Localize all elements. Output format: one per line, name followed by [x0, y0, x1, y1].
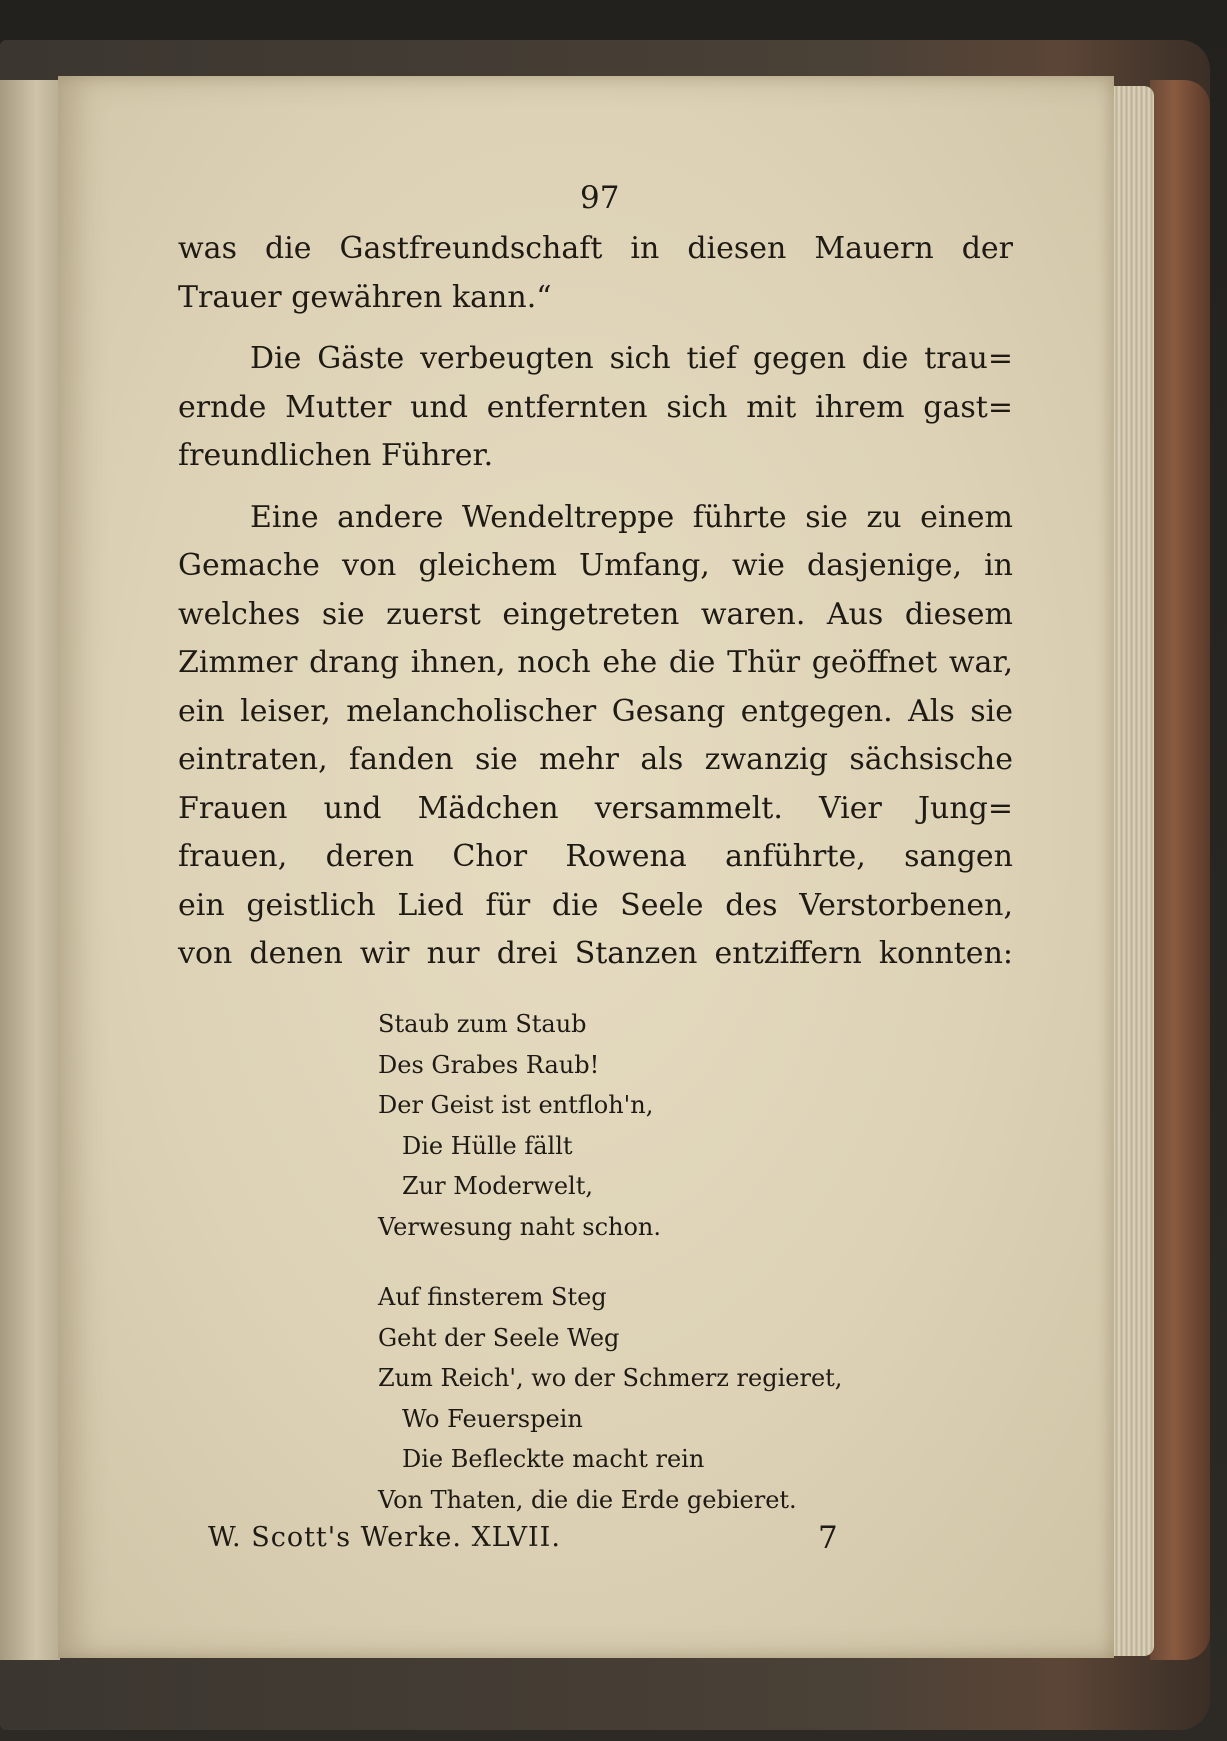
prose-line: was die Gastfreundschaft in diesen Mauern der [178, 231, 1013, 266]
prose-line: Die Gäste verbeugten sich tief gegen die trau= [250, 341, 1013, 376]
verse-line: Die Befleckte macht rein [402, 1445, 705, 1473]
prose-line: Zimmer drang ihnen, noch ehe die Thür geöffnet war, [178, 645, 1013, 680]
verse-line: Staub zum Staub [378, 1010, 587, 1038]
prose-line: welches sie zuerst eingetreten waren. Aus diesem [178, 596, 1013, 632]
verse-line: Die Hülle fällt [402, 1131, 573, 1160]
page-block-edges [1108, 86, 1154, 1656]
verse-line: Der Geist ist entfloh'n, [378, 1091, 654, 1119]
prose-line: ernde Mutter und entfernten sich mit ihrem gast= [178, 389, 1013, 425]
prose-line: Trauer gewähren kann.“ [178, 279, 552, 315]
prose-line: Gemache von gleichem Umfang, wie dasjenige, in [178, 548, 1013, 583]
facing-page-edge [0, 80, 60, 1660]
verse-block [378, 1004, 842, 1520]
prose-line: ein leiser, melancholischer Gesang entgegen. Als sie [178, 693, 1013, 729]
prose-body [178, 225, 1013, 979]
prose-line: Eine andere Wendeltreppe führte sie zu einem [250, 499, 1013, 535]
verse-line: Auf finsterem Steg [378, 1283, 607, 1311]
page-number: 97 [580, 180, 620, 216]
verse-line: Verwesung naht schon. [378, 1212, 662, 1241]
prose-line: eintraten, fanden sie mehr als zwanzig sächsische [178, 742, 1013, 777]
verse-line: Zum Reich', wo der Schmerz regieret, [378, 1364, 843, 1392]
prose-line: ein geistlich Lied für die Seele des Verstorbenen, [178, 887, 1013, 923]
book-spine [1150, 80, 1210, 1660]
verse-line: Geht der Seele Weg [378, 1323, 620, 1352]
verse-line: Zur Moderwelt, [402, 1172, 593, 1200]
verse-line: Von Thaten, die die Erde gebieret. [378, 1485, 797, 1514]
prose-line: frauen, deren Chor Rowena anführte, sangen [178, 839, 1013, 874]
printer-signature: W. Scott's Werke. XLVII. [208, 1522, 561, 1553]
prose-line: Frauen und Mädchen versammelt. Vier Jung= [178, 790, 1013, 826]
sheet-mark: 7 [818, 1520, 838, 1556]
verse-line: Wo Feuerspein [402, 1404, 583, 1433]
prose-line: freundlichen Führer. [178, 438, 494, 473]
prose-line: von denen wir nur drei Stanzen entziffern konnten: [178, 936, 1013, 971]
verse-line: Des Grabes Raub! [378, 1050, 600, 1079]
